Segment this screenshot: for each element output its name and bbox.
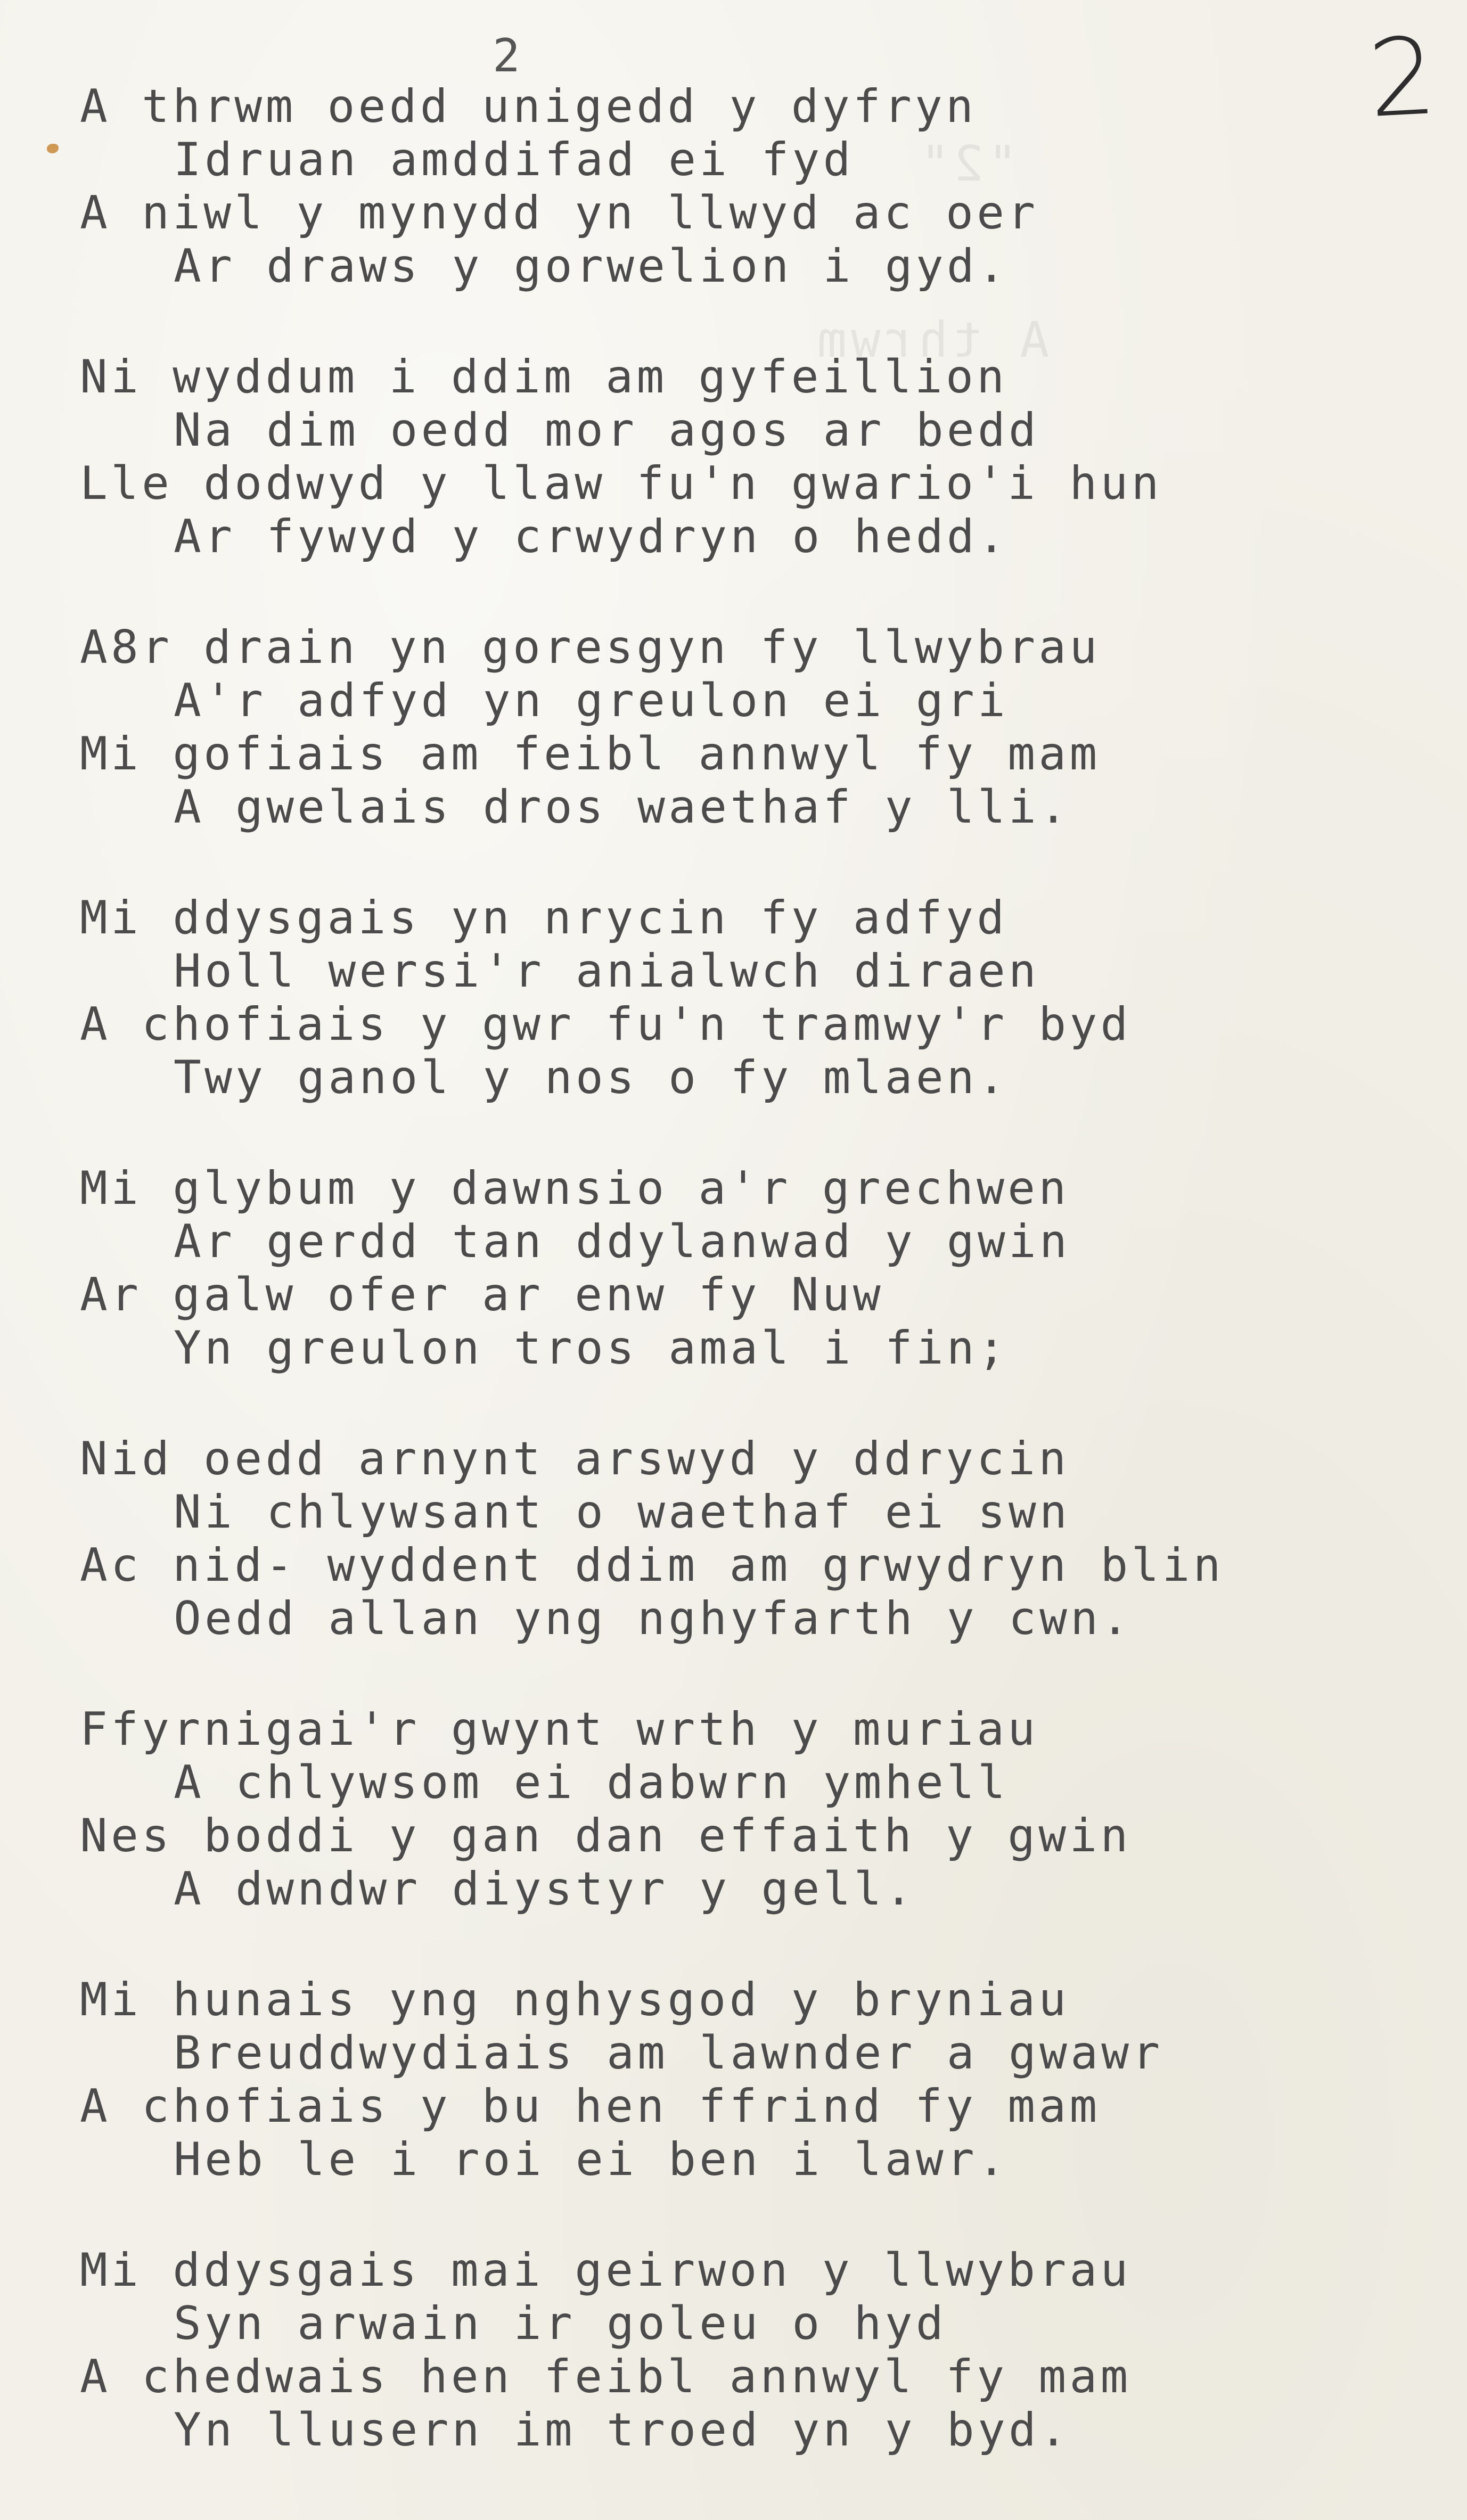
poem-line: Ni wyddum i ddim am gyfeillion bbox=[80, 350, 1008, 404]
stanza bbox=[80, 80, 1358, 293]
poem-line: A chlywsom ei dabwrn ymhell bbox=[174, 1756, 1009, 1809]
poem-line: Heb le i roi ei ben i lawr. bbox=[174, 2133, 1009, 2186]
poem-line: Yn llusern im troed yn y byd. bbox=[174, 2403, 1071, 2457]
poem-line: Ni chlywsant o waethaf ei swn bbox=[174, 1485, 1071, 1539]
poem-line: A'r adfyd yn greulon ei gri bbox=[174, 674, 1009, 727]
ink-stain bbox=[47, 144, 59, 153]
stanza bbox=[80, 621, 1358, 834]
poem-line: Mi glybum y dawnsio a'r grechwen bbox=[80, 1162, 1070, 1215]
poem-line: A chofiais y gwr fu'n tramwy'r byd bbox=[80, 998, 1132, 1051]
stanza bbox=[80, 1703, 1358, 1916]
poem-line: Mi hunais yng nghysgod y bryniau bbox=[80, 1973, 1070, 2026]
poem-line: Yn greulon tros amal i fin; bbox=[174, 1321, 1009, 1375]
poem-line: Oedd allan yng nghyfarth y cwn. bbox=[174, 1592, 1133, 1645]
stanza bbox=[80, 891, 1358, 1104]
stanza bbox=[80, 1162, 1358, 1375]
poem-line: Mi gofiais am feibl annwyl fy mam bbox=[80, 727, 1101, 781]
poem-line: Idruan amddifad ei fyd bbox=[174, 133, 854, 186]
stanza bbox=[80, 1973, 1358, 2186]
poem-line: Holl wersi'r anialwch diraen bbox=[174, 945, 1040, 998]
bleed-through-text: "2" A thrwm bbox=[745, 135, 1050, 368]
poem-line: A gwelais dros waethaf y lli. bbox=[174, 781, 1071, 834]
stanza bbox=[80, 350, 1358, 563]
handwritten-page-number: 2 bbox=[1365, 14, 1440, 142]
poem-line: A8r drain yn goresgyn fy llwybrau bbox=[80, 621, 1101, 674]
poem-line: Ar galw ofer ar enw fy Nuw bbox=[80, 1268, 884, 1321]
poem-line: A chedwais hen feibl annwyl fy mam bbox=[80, 2350, 1132, 2403]
poem-line: Mi ddysgais mai geirwon y llwybrau bbox=[80, 2244, 1132, 2297]
poem-line: Na dim oedd mor agos ar bedd bbox=[174, 404, 1040, 457]
poem-line: A chofiais y bu hen ffrind fy mam bbox=[80, 2080, 1101, 2133]
poem-line: Twy ganol y nos o fy mlaen. bbox=[174, 1051, 1009, 1104]
poem-line: Nid oedd arnynt arswyd y ddrycin bbox=[80, 1432, 1070, 1485]
stanza bbox=[80, 1432, 1358, 1645]
poem-line: Ac nid- wyddent ddim am grwydryn blin bbox=[80, 1539, 1224, 1592]
poem-line: A dwndwr diystyr y gell. bbox=[174, 1862, 916, 1916]
poem-line: Ffyrnigai'r gwynt wrth y muriau bbox=[80, 1703, 1039, 1756]
poem-line: Breuddwydiais am lawnder a gwawr bbox=[174, 2026, 1163, 2080]
poem-line: Lle dodwyd y llaw fu'n gwario'i hun bbox=[80, 457, 1162, 510]
poem-line: Nes boddi y gan dan effaith y gwin bbox=[80, 1809, 1132, 1862]
poem-line: Ar fywyd y crwydryn o hedd. bbox=[174, 510, 1009, 563]
poem-body bbox=[80, 80, 1358, 2514]
poem-line: A thrwm oedd unigedd y dyfryn bbox=[80, 80, 977, 133]
poem-line: Ar gerdd tan ddylanwad y gwin bbox=[174, 1215, 1071, 1268]
poem-line: Syn arwain ir goleu o hyd bbox=[174, 2297, 947, 2350]
poem-line: A niwl y mynydd yn llwyd ac oer bbox=[80, 186, 1039, 240]
poem-line: Mi ddysgais yn nrycin fy adfyd bbox=[80, 891, 1008, 945]
typed-page-number: 2 bbox=[493, 29, 521, 83]
poem-line: Ar draws y gorwelion i gyd. bbox=[174, 240, 1009, 293]
stanza bbox=[80, 2244, 1358, 2457]
